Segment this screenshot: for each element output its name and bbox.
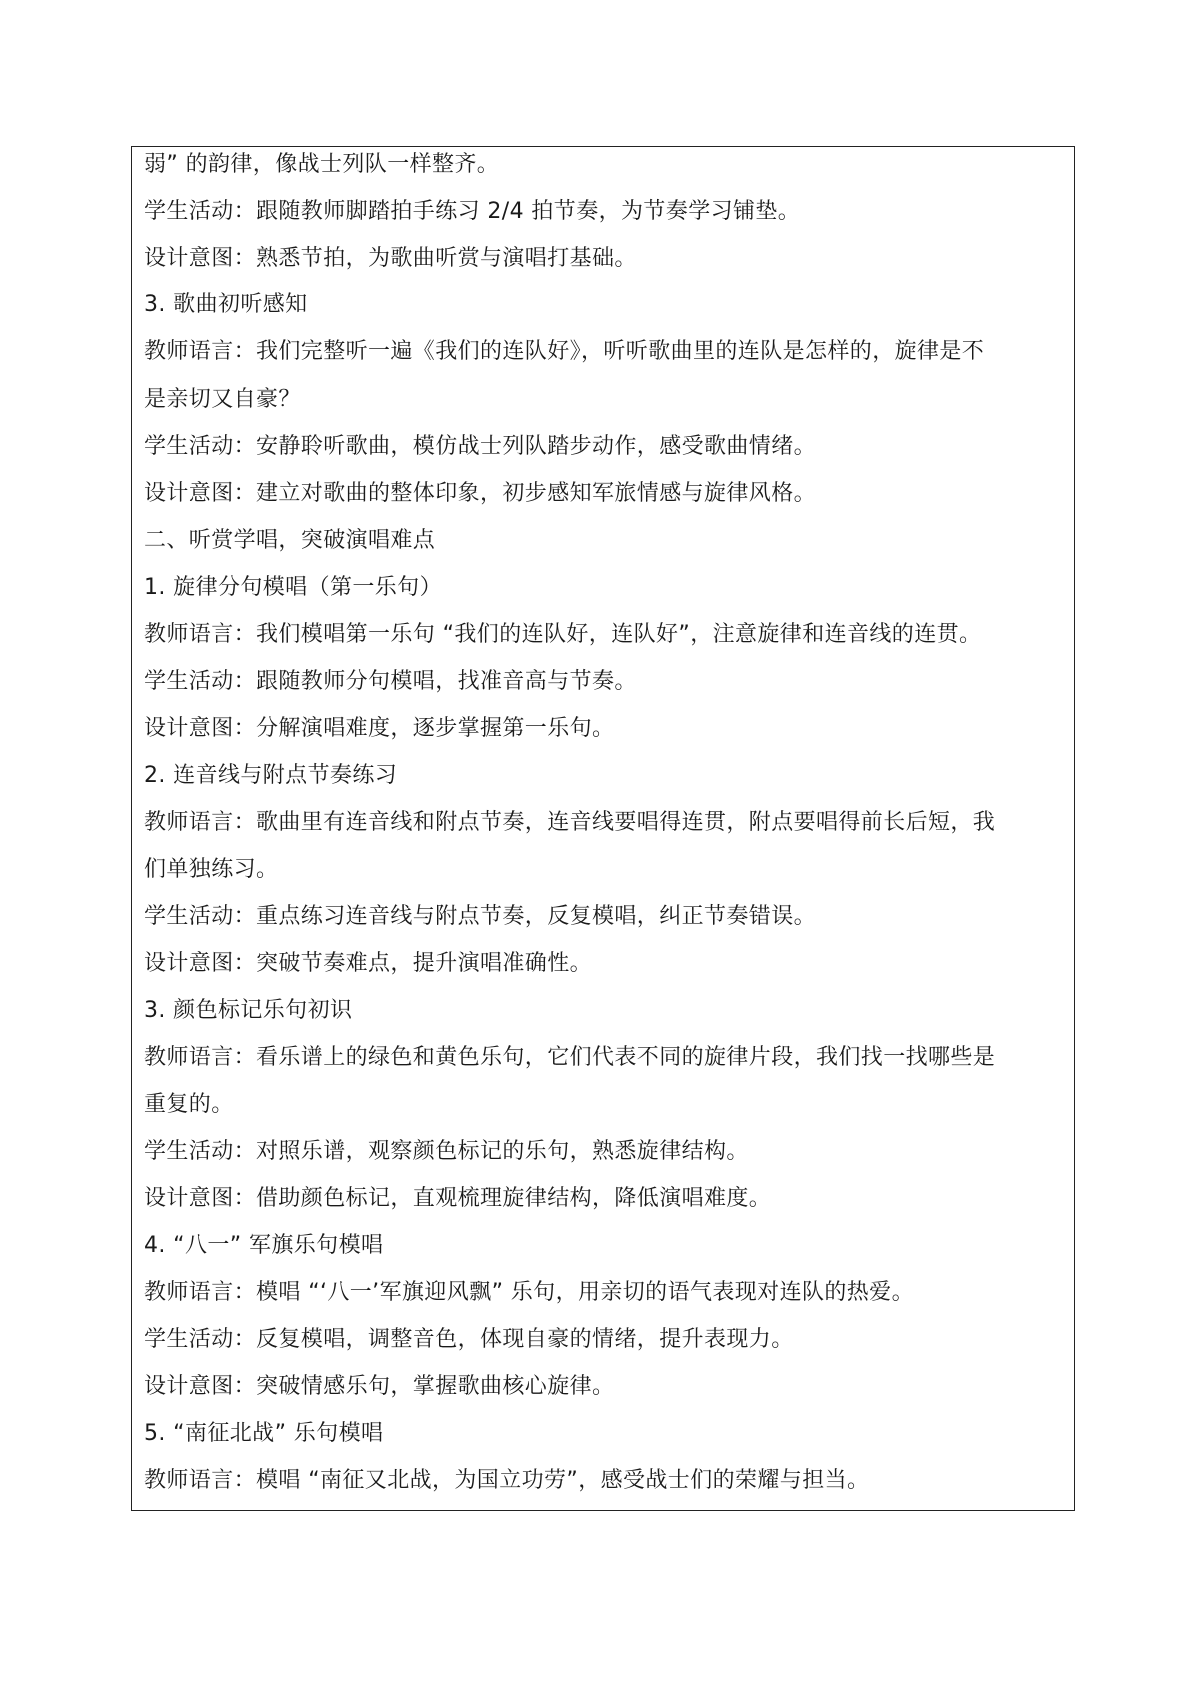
text-line: 设计意图：突破情感乐句，掌握歌曲核心旋律。 [144,1374,615,1399]
text-line: 教师语言：模唱 “南征又北战，为国立功劳”，感受战士们的荣耀与担当。 [144,1468,870,1493]
section-heading: 5. “南征北战” 乐句模唱 [144,1421,384,1446]
text-line: 们单独练习。 [144,857,279,882]
text-line: 学生活动：跟随教师脚踏拍手练习 2/4 拍节奏，为节奏学习铺垫。 [144,199,801,224]
text-line: 设计意图：借助颜色标记，直观梳理旋律结构，降低演唱难度。 [144,1186,772,1211]
section-heading: 2. 连音线与附点节奏练习 [144,763,398,788]
text-line: 学生活动：反复模唱，调整音色，体现自豪的情绪，提升表现力。 [144,1327,794,1352]
section-heading: 3. 歌曲初听感知 [144,292,308,317]
section-heading: 4. “八一” 军旗乐句模唱 [144,1233,384,1258]
text-line: 设计意图：建立对歌曲的整体印象，初步感知军旅情感与旋律风格。 [144,481,817,506]
text-line: 教师语言：我们模唱第一乐句 “我们的连队好，连队好”，注意旋律和连音线的连贯。 [144,622,982,647]
text-line: 设计意图：分解演唱难度，逐步掌握第一乐句。 [144,716,615,741]
text-line: 学生活动：重点练习连音线与附点节奏，反复模唱，纠正节奏错误。 [144,904,817,929]
text-line: 教师语言：我们完整听一遍《我们的连队好》，听听歌曲里的连队是怎样的，旋律是不 [144,339,985,364]
text-line: 弱” 的韵律，像战士列队一样整齐。 [144,152,500,177]
section-heading: 1. 旋律分句模唱（第一乐句） [144,575,442,600]
text-line: 教师语言：模唱 “‘八一’军旗迎风飘” 乐句，用亲切的语气表现对连队的热爱。 [144,1280,914,1305]
text-line: 教师语言：看乐谱上的绿色和黄色乐句，它们代表不同的旋律片段，我们找一找哪些是 [144,1045,996,1070]
text-line: 是亲切又自豪？ [144,387,301,412]
text-line: 设计意图：熟悉节拍，为歌曲听赏与演唱打基础。 [144,246,637,271]
section-heading: 二、听赏学唱，突破演唱难点 [144,528,436,553]
text-line: 学生活动：安静聆听歌曲，模仿战士列队踏步动作，感受歌曲情绪。 [144,434,817,459]
section-heading: 3. 颜色标记乐句初识 [144,998,353,1023]
text-line: 学生活动：对照乐谱，观察颜色标记的乐句，熟悉旋律结构。 [144,1139,749,1164]
text-line: 教师语言：歌曲里有连音线和附点节奏，连音线要唱得连贯，附点要唱得前长后短，我 [144,810,996,835]
text-line: 学生活动：跟随教师分句模唱，找准音高与节奏。 [144,669,637,694]
text-line: 重复的。 [144,1092,234,1117]
text-line: 设计意图：突破节奏难点，提升演唱准确性。 [144,951,593,976]
